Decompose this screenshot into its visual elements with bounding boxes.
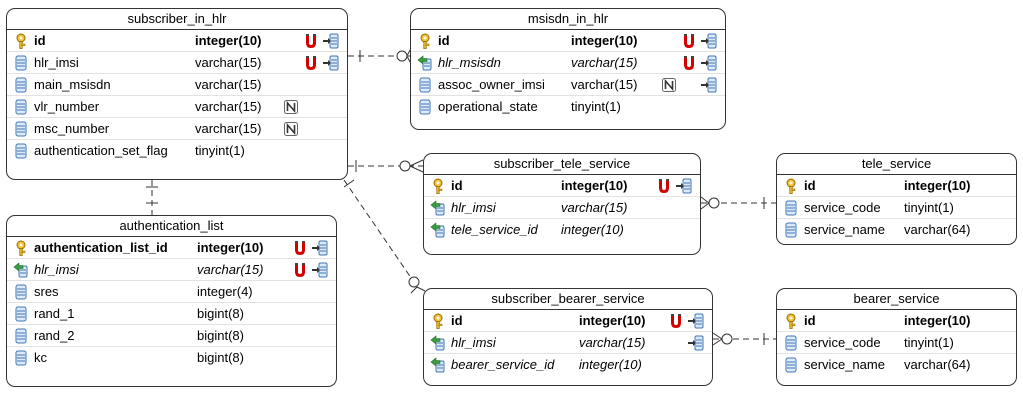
entity-tele-service[interactable] xyxy=(776,153,1017,245)
nullable-n-icon xyxy=(283,99,299,115)
column-type: bigint(8) xyxy=(197,328,244,343)
entity-title: bearer_service xyxy=(777,289,1016,310)
column-row-hlr-imsi[interactable] xyxy=(424,332,712,354)
foreign-key-icon xyxy=(13,262,29,278)
column-name: authentication_list_id xyxy=(34,240,168,255)
column-name: id xyxy=(451,178,463,193)
column-row-kc[interactable] xyxy=(7,347,336,369)
unique-u-icon xyxy=(303,33,319,49)
column-name: hlr_imsi xyxy=(34,55,79,70)
index-icon xyxy=(701,33,717,49)
unique-u-icon xyxy=(656,178,672,194)
unique-u-icon xyxy=(292,262,308,278)
column-icon xyxy=(13,328,29,344)
unique-u-icon xyxy=(681,55,697,71)
column-row-bearer-service-id[interactable] xyxy=(424,354,712,376)
column-icon xyxy=(13,350,29,366)
column-row-id[interactable] xyxy=(777,175,1016,197)
index-icon xyxy=(312,262,328,278)
column-row-rand-1[interactable] xyxy=(7,303,336,325)
column-name: main_msisdn xyxy=(34,77,111,92)
key-icon xyxy=(13,33,29,49)
entity-title: msisdn_in_hlr xyxy=(411,9,725,30)
entity-title: subscriber_bearer_service xyxy=(424,289,712,310)
column-type: integer(10) xyxy=(579,313,646,328)
column-name: id xyxy=(451,313,463,328)
column-type: varchar(15) xyxy=(197,262,264,277)
column-type: varchar(15) xyxy=(579,335,646,350)
column-row-msc-number[interactable] xyxy=(7,118,347,140)
column-name: id xyxy=(804,313,816,328)
column-row-service-code[interactable] xyxy=(777,197,1016,219)
column-name: id xyxy=(804,178,816,193)
column-name: authentication_set_flag xyxy=(34,143,168,158)
index-icon xyxy=(701,55,717,71)
column-type: integer(10) xyxy=(561,178,628,193)
column-type: integer(10) xyxy=(197,240,264,255)
unique-u-icon xyxy=(303,55,319,71)
column-name: hlr_imsi xyxy=(451,200,496,215)
foreign-key-icon xyxy=(417,55,433,71)
column-icon xyxy=(417,99,433,115)
column-type: integer(10) xyxy=(904,313,971,328)
entity-authentication-list[interactable] xyxy=(6,215,337,387)
entity-subscriber-bearer-service[interactable] xyxy=(423,288,713,386)
column-row-operational-state[interactable] xyxy=(411,96,725,118)
entity-subscriber-in-hlr[interactable] xyxy=(6,8,348,180)
column-row-id[interactable] xyxy=(411,30,725,52)
key-icon xyxy=(417,33,433,49)
column-icon xyxy=(783,222,799,238)
key-icon xyxy=(783,313,799,329)
column-name: sres xyxy=(34,284,59,299)
column-type: integer(10) xyxy=(571,33,638,48)
column-icon xyxy=(417,77,433,93)
column-name: rand_2 xyxy=(34,328,75,343)
column-icon xyxy=(783,335,799,351)
column-row-id[interactable] xyxy=(424,310,712,332)
column-type: integer(10) xyxy=(579,357,642,372)
column-row-id[interactable] xyxy=(777,310,1016,332)
column-name: vlr_number xyxy=(34,99,100,114)
nullable-n-icon xyxy=(661,77,677,93)
relation-subscriber-bearer-service[interactable] xyxy=(344,180,425,293)
column-row-rand-2[interactable] xyxy=(7,325,336,347)
column-type: tinyint(1) xyxy=(195,143,245,158)
column-name: service_name xyxy=(804,357,885,372)
column-name: hlr_imsi xyxy=(451,335,496,350)
column-row-hlr-imsi[interactable] xyxy=(424,197,700,219)
index-icon xyxy=(688,335,704,351)
foreign-key-icon xyxy=(430,335,446,351)
foreign-key-icon xyxy=(430,357,446,373)
column-name: rand_1 xyxy=(34,306,75,321)
column-icon xyxy=(783,357,799,373)
relation-subscriber-tele-service[interactable] xyxy=(348,160,423,172)
entity-title: authentication_list xyxy=(7,216,336,237)
column-icon xyxy=(783,200,799,216)
column-row-assoc-owner-imsi[interactable] xyxy=(411,74,725,96)
column-type: tinyint(1) xyxy=(904,335,954,350)
foreign-key-icon xyxy=(430,222,446,238)
column-type: tinyint(1) xyxy=(904,200,954,215)
column-row-tele-service-id[interactable] xyxy=(424,219,700,241)
key-icon xyxy=(430,313,446,329)
column-type: bigint(8) xyxy=(197,350,244,365)
column-name: operational_state xyxy=(438,99,538,114)
entity-title: subscriber_tele_service xyxy=(424,154,700,175)
column-name: service_name xyxy=(804,222,885,237)
column-row-sres[interactable] xyxy=(7,281,336,303)
column-icon xyxy=(13,99,29,115)
entity-bearer-service[interactable] xyxy=(776,288,1017,386)
column-row-service-code[interactable] xyxy=(777,332,1016,354)
column-type: integer(10) xyxy=(904,178,971,193)
column-icon xyxy=(13,284,29,300)
index-icon xyxy=(688,313,704,329)
entity-title: subscriber_in_hlr xyxy=(7,9,347,30)
column-name: service_code xyxy=(804,200,881,215)
column-icon xyxy=(13,143,29,159)
relation-subscriber-authentication[interactable] xyxy=(146,180,158,215)
column-type: varchar(15) xyxy=(195,121,262,136)
column-icon xyxy=(13,77,29,93)
column-row-authentication-list-id[interactable] xyxy=(7,237,336,259)
column-name: id xyxy=(438,33,450,48)
column-name: bearer_service_id xyxy=(451,357,555,372)
key-icon xyxy=(783,178,799,194)
column-type: integer(10) xyxy=(195,33,262,48)
nullable-n-icon xyxy=(283,121,299,137)
column-row-hlr-imsi[interactable] xyxy=(7,259,336,281)
column-type: varchar(15) xyxy=(195,99,262,114)
column-type: varchar(15) xyxy=(571,77,638,92)
column-name: hlr_imsi xyxy=(34,262,79,277)
column-row-service-name[interactable] xyxy=(777,219,1016,241)
unique-u-icon xyxy=(668,313,684,329)
column-row-hlr-msisdn[interactable] xyxy=(411,52,725,74)
column-name: hlr_msisdn xyxy=(438,55,501,70)
column-name: id xyxy=(34,33,46,48)
key-icon xyxy=(430,178,446,194)
column-row-main-msisdn[interactable] xyxy=(7,74,347,96)
column-name: tele_service_id xyxy=(451,222,538,237)
column-row-hlr-imsi[interactable] xyxy=(7,52,347,74)
column-type: integer(10) xyxy=(561,222,624,237)
column-type: varchar(15) xyxy=(561,200,628,215)
column-row-vlr-number[interactable] xyxy=(7,96,347,118)
column-icon xyxy=(13,121,29,137)
key-icon xyxy=(13,240,29,256)
relation-subscriber-msisdn[interactable] xyxy=(348,50,410,62)
foreign-key-icon xyxy=(430,200,446,216)
column-type: varchar(15) xyxy=(195,77,262,92)
column-type: varchar(15) xyxy=(195,55,262,70)
column-name: kc xyxy=(34,350,47,365)
relation-bearer-service[interactable] xyxy=(713,333,776,345)
index-icon xyxy=(312,240,328,256)
column-name: assoc_owner_imsi xyxy=(438,77,545,92)
column-row-id[interactable] xyxy=(7,30,347,52)
column-type: varchar(15) xyxy=(571,55,638,70)
column-type: integer(4) xyxy=(197,284,253,299)
index-icon xyxy=(701,77,717,93)
column-row-authentication-set-flag[interactable] xyxy=(7,140,347,162)
index-icon xyxy=(676,178,692,194)
column-type: bigint(8) xyxy=(197,306,244,321)
index-icon xyxy=(323,33,339,49)
column-icon xyxy=(13,306,29,322)
entity-title: tele_service xyxy=(777,154,1016,175)
unique-u-icon xyxy=(292,240,308,256)
relation-tele-service[interactable] xyxy=(701,197,776,209)
unique-u-icon xyxy=(681,33,697,49)
column-type: tinyint(1) xyxy=(571,99,621,114)
entity-msisdn-in-hlr[interactable] xyxy=(410,8,726,130)
index-icon xyxy=(323,55,339,71)
column-row-id[interactable] xyxy=(424,175,700,197)
entity-subscriber-tele-service[interactable] xyxy=(423,153,701,255)
column-row-service-name[interactable] xyxy=(777,354,1016,376)
column-name: msc_number xyxy=(34,121,110,136)
column-name: service_code xyxy=(804,335,881,350)
column-icon xyxy=(13,55,29,71)
column-type: varchar(64) xyxy=(904,222,971,237)
column-type: varchar(64) xyxy=(904,357,971,372)
